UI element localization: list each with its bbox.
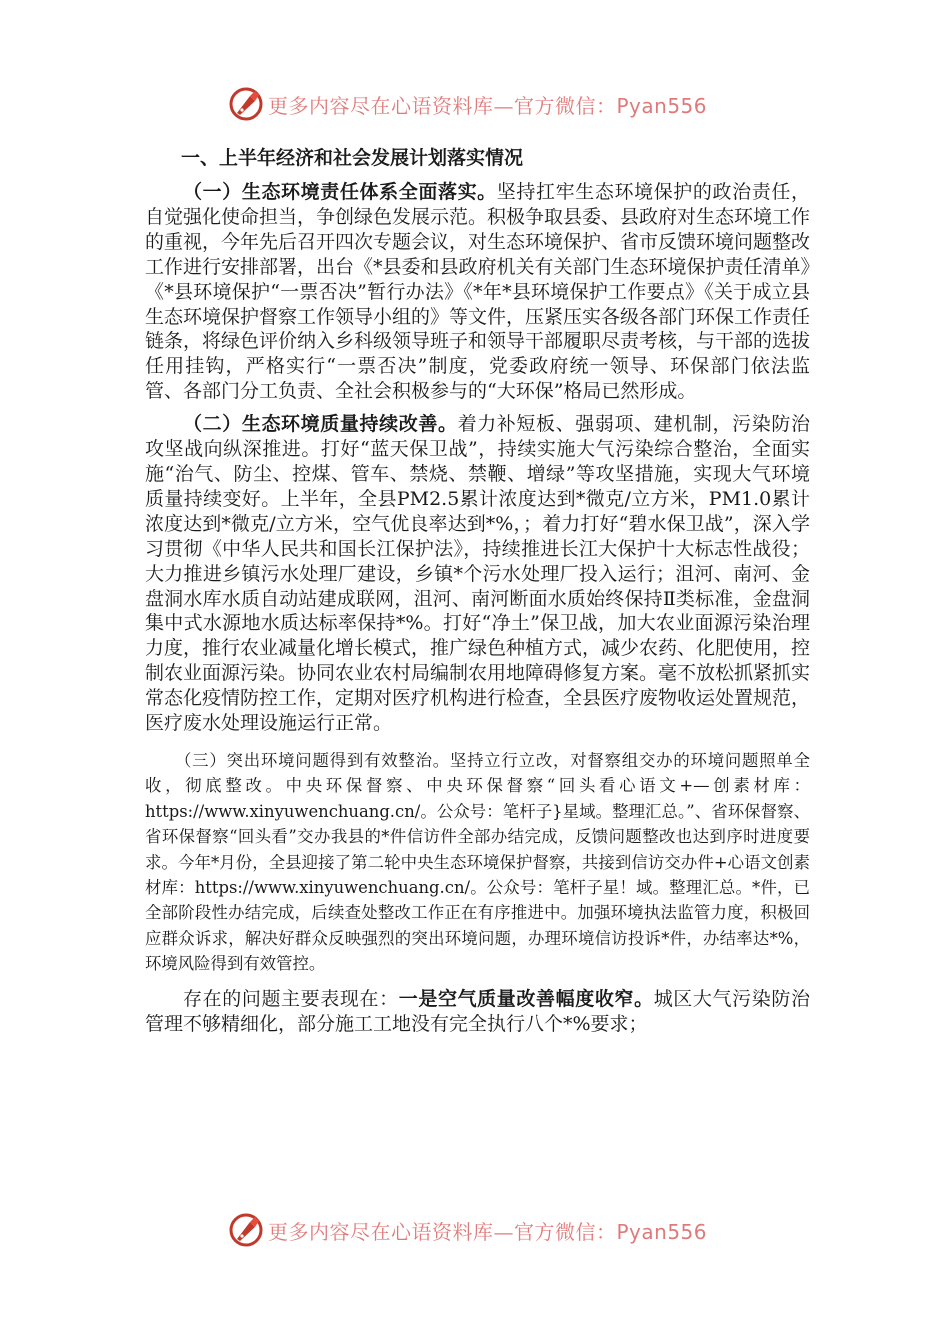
paragraph-environment-issues: （三）突出环境问题得到有效整治。坚持立行立改，对督察组交办的环境问题照单全收，彻底整改。中央环保督察、中央环保督察“回头看心语文+—创素材库：https://www.xinyuwenchuang.cn/。公众号：笔杆子}星域。整理汇总。”、省环保督察、省环保督察“回头看”交办我县的*件信访件全部办结完成，反馈问题整改也达到序时进度要求。今年*月份，全县迎接了第二轮中央生态环境保护督察，共接到信访交办件+心语文创素材库：https://www.xinyuwenchuang.cn/。公众号：笔杆子星！域。整理汇总。*件，已全部阶段性办结完成，后续查处整改工作正在有序推进中。加强环境执法监管力度，积极回应群众诉求，解决好群众反映强烈的突出环境问题，办理环境信访投诉*件，办结率达*%，环境风险得到有效管控。 bbox=[145, 750, 810, 974]
section-heading: 一、上半年经济和社会发展计划落实情况 bbox=[181, 147, 524, 169]
paragraph-lead: （一）生态环境责任体系全面落实。 bbox=[183, 181, 497, 203]
document-body bbox=[145, 142, 810, 1036]
paragraph-ecology-responsibility bbox=[145, 180, 810, 404]
watermark-text: 更多内容尽在心语资料库—官方微信：Pyan556 bbox=[268, 93, 708, 118]
paragraph-intro: 存在的问题主要表现在： bbox=[183, 987, 399, 1010]
paragraph-problems bbox=[145, 987, 810, 1037]
pen-nib-logo-icon bbox=[228, 1212, 264, 1248]
pen-nib-logo-icon bbox=[228, 86, 264, 122]
watermark-text: 更多内容尽在心语资料库—官方微信：Pyan556 bbox=[268, 1219, 708, 1244]
paragraph-lead: 一是空气质量改善幅度收窄。 bbox=[398, 987, 654, 1010]
watermark-header bbox=[228, 84, 707, 124]
paragraph-body: 坚持扛牢生态环境保护的政治责任，自觉强化使命担当，争创绿色发展示范。积极争取县委、县政府对生态环境工作的重视，今年先后召开四次专题会议，对生态环境保护、省市反馈环境问题整改工作进行安排部署，出台《*县委和县政府机关有关部门生态环境保护责任清单》《*县环境保护“一票否决”暂行办法》《*年*县环境保护工作要点》《关于成立县生态环境保护督察工作领导小组的》等文件，压紧压实各级各部门环保工作责任链条，将绿色评价纳入乡科级领导班子和领导干部履职尽责考核，与干部的选拔任用挂钩，严格实行“一票否决”制度，党委政府统一领导、环保部门依法监管、各部门分工负责、全社会积极参与的“大环保”格局已然形成。 bbox=[145, 181, 811, 403]
paragraph-lead: （二）生态环境质量持续改善。 bbox=[183, 413, 458, 436]
paragraph-body: 着力补短板、强弱项、建机制，污染防治攻坚战向纵深推进。打好“蓝天保卫战”，持续实施大气污染综合整治，全面实施“治气、防尘、控煤、管车、禁烧、禁鞭、增绿”等攻坚措施，实现大气环境质量持续变好。上半年，全县PM2.5累计浓度达到*微克/立方米，PM1.0累计浓度达到*微克/立方米，空气优良率达到*%，；着力打好“碧水保卫战”，深入学习贯彻《中华人民共和国长江保护法》，持续推进长江大保护十大标志性战役；大力推进乡镇污水处理厂建设，乡镇*个污水处理厂投入运行；沮河、南河、金盘洞水库水质自动站建成联网，沮河、南河断面水质始终保持Ⅱ类标准，金盘洞集中式水源地水质达标率保持*%。打好“净土”保卫战，加大农业面源污染治理力度，推行农业减量化增长模式，推广绿色种植方式，减少农药、化肥使用，控制农业面源污染。协同农业农村局编制农用地障碍修复方案。毫不放松抓紧抓实常态化疫情防控工作，定期对医疗机构进行检查，全县医疗废物收运处置规范，医疗废水处理设施运行正常。 bbox=[145, 413, 811, 735]
watermark-footer bbox=[228, 1210, 707, 1250]
paragraph-body: 城区大气污染防治管理不够精细化，部分施工工地没有完全执行八个*%要求； bbox=[145, 987, 810, 1035]
paragraph-ecology-quality bbox=[145, 412, 810, 736]
